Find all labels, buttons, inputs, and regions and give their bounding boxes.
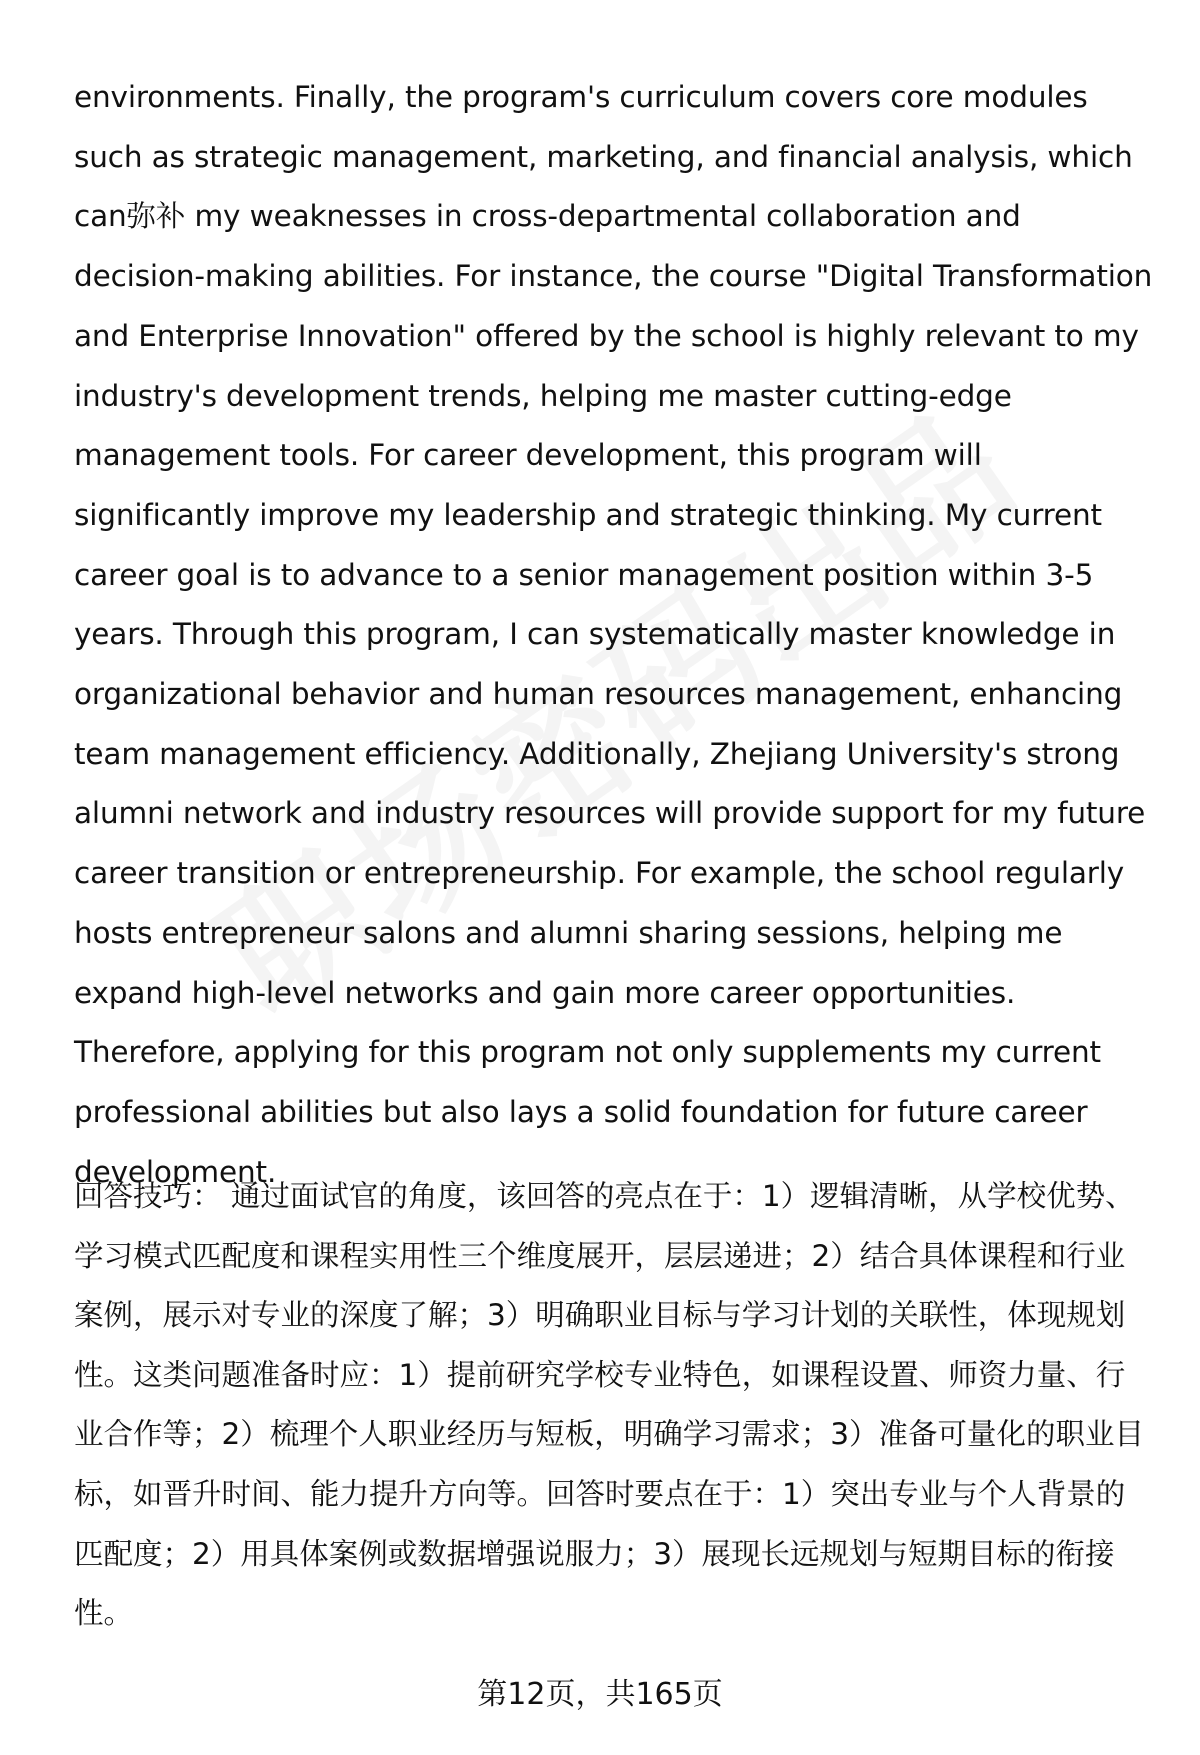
tips-label: 回答技巧： bbox=[74, 1179, 222, 1213]
tips-content: 通过面试官的角度，该回答的亮点在于：1）逻辑清晰，从学校优势、学习模式匹配度和课程实用性三个维度展开，层层递进；2）结合具体课程和行业案例，展示对专业的深度了解；3）明确职业目标与学习计划的关联性，体现规划性。这类问题准备时应：1）提前研究学校专业特色，如课程设置、师资力量、行业合作等；2）梳理个人职业经历与短板，明确学习需求；3）准备可量化的职业目标，如晋升时间、能力提升方向等。回答时要点在于：1）突出专业与个人背景的匹配度；2）用具体案例或数据增强说服力；3）展现长远规划与短期目标的衔接性。 bbox=[74, 1179, 1145, 1631]
page-number: 第12页，共165页 bbox=[477, 1677, 723, 1712]
tips-paragraph bbox=[74, 1167, 1154, 1644]
answer-paragraph: environments. Finally, the program's curriculum covers core modules such as strategic management, marketing, and financial analysis, which can弥补 my weaknesses in cross-departmental collaboration and decision-making abilities. For instance, the course "Digital Transformation and Enterprise Innovation" offered by the school is highly relevant to my industry's development trends, helping me master cutting-edge management tools. For career development, this program will significantly improve my leadership and strategic thinking. My current career goal is to advance to a senior management position within 3-5 years. Through this program, I can systematically master knowledge in organizational behavior and human resources management, enhancing team management efficiency. Additionally, Zhejiang University's strong alumni network and industry resources will provide support for my future career transition or entrepreneurship. For example, the school regularly hosts entrepreneur salons and alumni sharing sessions, helping me expand high-level networks and gain more career opportunities. Therefore, applying for this program not only supplements my current professional abilities but also lays a solid foundation for future career development. bbox=[74, 80, 1153, 1189]
